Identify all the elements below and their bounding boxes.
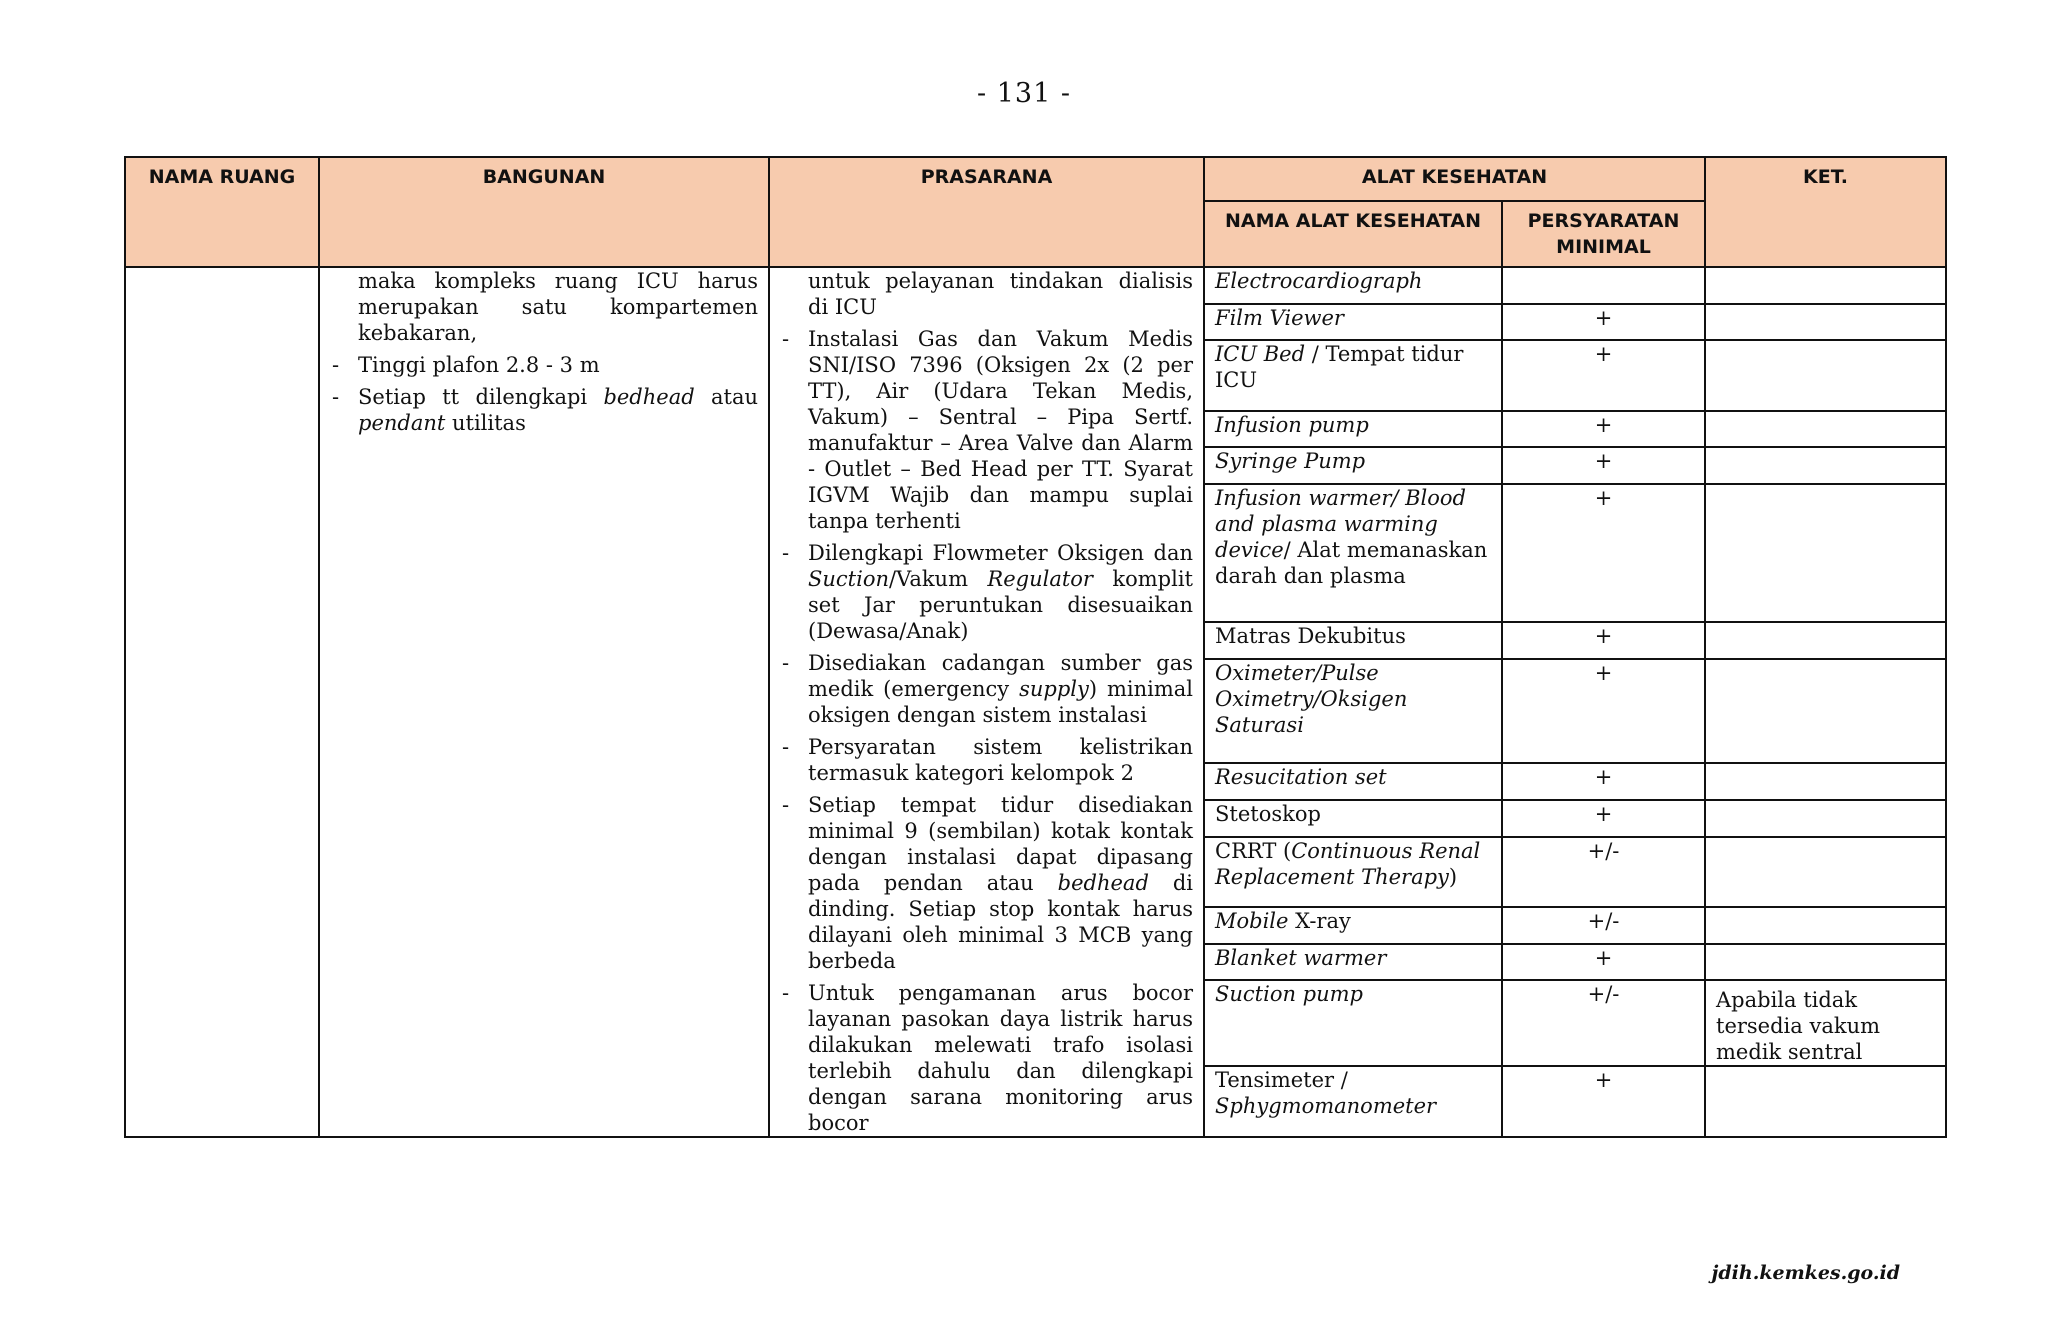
list-item: - Instalasi Gas dan Vakum Medis SNI/ISO 7396 (Oksigen 2x (2 per TT), Air (Udara Tekan Medis, Vakum) – Sentral – Pipa Sertf. manufaktur – Area Valve dan Alarm - Outlet – Bed Head per TT. Syarat IGVM Wajib dan mampu suplai tanpa terhenti (780, 326, 1193, 534)
list-item: - Setiap tempat tidur disediakan minimal 9 (sembilan) kotak kontak dengan instalasi dapat dipasang pada pendan atau bedhead di dinding. Setiap stop kontak harus dilayani oleh minimal 3 MCB yang berbeda (780, 792, 1193, 974)
ket-cell (1705, 304, 1946, 341)
persyaratan-cell: +/- (1502, 907, 1705, 944)
ket-cell (1705, 800, 1946, 837)
requirements-table (124, 156, 1947, 1138)
nama-ruang-cell (125, 267, 319, 1137)
list-item: - Untuk pengamanan arus bocor layanan pasokan daya listrik harus dilakukan melewati trafo isolasi terlebih dahulu dan dilengkapi dengan sarana monitoring arus bocor (780, 980, 1193, 1136)
persyaratan-cell: + (1502, 763, 1705, 800)
alat-name-cell: Matras Dekubitus (1204, 622, 1502, 659)
alat-name-cell: ICU Bed / Tempat tidur ICU (1204, 340, 1502, 411)
ket-cell (1705, 447, 1946, 484)
persyaratan-cell: + (1502, 622, 1705, 659)
ket-cell (1705, 763, 1946, 800)
header-persyaratan: PERSYARATAN MINIMAL (1502, 201, 1705, 267)
persyaratan-cell: + (1502, 1066, 1705, 1137)
list-item: - Tinggi plafon 2.8 - 3 m (330, 352, 758, 378)
ket-cell (1705, 622, 1946, 659)
persyaratan-cell: +/- (1502, 837, 1705, 908)
list-item: - Persyaratan sistem kelistrikan termasuk kategori kelompok 2 (780, 734, 1193, 786)
list-item: - Setiap tt dilengkapi bedhead atau pendant utilitas (330, 384, 758, 436)
table-row (125, 267, 1946, 304)
persyaratan-cell: +/- (1502, 980, 1705, 1066)
ket-cell (1705, 484, 1946, 623)
ket-cell (1705, 267, 1946, 304)
persyaratan-cell: + (1502, 340, 1705, 411)
bangunan-cell (319, 267, 769, 1137)
header-ket: KET. (1705, 157, 1946, 267)
list-item: - Dilengkapi Flowmeter Oksigen dan Suction/Vakum Regulator komplit set Jar peruntukan disesuaikan (Dewasa/Anak) (780, 540, 1193, 644)
ket-cell (1705, 837, 1946, 908)
header-nama-alat: NAMA ALAT KESEHATAN (1204, 201, 1502, 267)
alat-name-cell: CRRT (Continuous Renal Replacement Therapy) (1204, 837, 1502, 908)
prasarana-lead: untuk pelayanan tindakan dialisis di ICU (808, 269, 1193, 319)
alat-name-cell: Syringe Pump (1204, 447, 1502, 484)
alat-name-cell: Film Viewer (1204, 304, 1502, 341)
ket-cell (1705, 411, 1946, 448)
prasarana-cell (769, 267, 1204, 1137)
bangunan-lead: maka kompleks ruang ICU harus merupakan satu kompartemen kebakaran, (358, 269, 758, 345)
header-nama-ruang: NAMA RUANG (125, 157, 319, 267)
prasarana-list (780, 326, 1193, 1136)
alat-name-cell: Tensimeter / Sphygmomanometer (1204, 1066, 1502, 1137)
ket-cell (1705, 340, 1946, 411)
ket-cell (1705, 907, 1946, 944)
alat-name-cell: Resucitation set (1204, 763, 1502, 800)
footer-source: jdih.kemkes.go.id (1711, 1262, 1900, 1284)
alat-name-cell: Infusion warmer/ Blood and plasma warming device/ Alat memanaskan darah dan plasma (1204, 484, 1502, 623)
header-alat-kesehatan: ALAT KESEHATAN (1204, 157, 1705, 201)
ket-cell (1705, 944, 1946, 981)
alat-name-cell: Blanket warmer (1204, 944, 1502, 981)
persyaratan-cell: + (1502, 304, 1705, 341)
header-bangunan: BANGUNAN (319, 157, 769, 267)
ket-cell: Apabila tidak tersedia vakum medik sentral (1705, 980, 1946, 1066)
page-number: - 131 - (977, 78, 1071, 109)
alat-name-cell: Oximeter/Pulse Oximetry/Oksigen Saturasi (1204, 659, 1502, 764)
persyaratan-cell: + (1502, 447, 1705, 484)
header-prasarana: PRASARANA (769, 157, 1204, 267)
persyaratan-cell: + (1502, 484, 1705, 623)
alat-name-cell: Stetoskop (1204, 800, 1502, 837)
bangunan-list (330, 352, 758, 436)
persyaratan-cell: + (1502, 659, 1705, 764)
list-item: - Disediakan cadangan sumber gas medik (emergency supply) minimal oksigen dengan sistem instalasi (780, 650, 1193, 728)
persyaratan-cell: + (1502, 800, 1705, 837)
alat-name-cell: Mobile X-ray (1204, 907, 1502, 944)
alat-name-cell: Infusion pump (1204, 411, 1502, 448)
ket-cell (1705, 1066, 1946, 1137)
persyaratan-cell: + (1502, 411, 1705, 448)
persyaratan-cell: + (1502, 944, 1705, 981)
persyaratan-cell (1502, 267, 1705, 304)
alat-name-cell: Electrocardiograph (1204, 267, 1502, 304)
ket-cell (1705, 659, 1946, 764)
alat-name-cell: Suction pump (1204, 980, 1502, 1066)
